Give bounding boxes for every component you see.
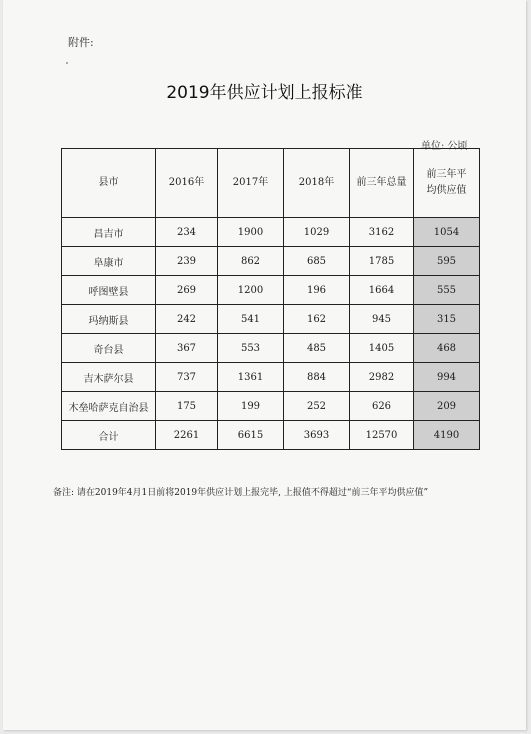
header-2018: 2018年 — [284, 149, 350, 218]
table-row — [62, 218, 480, 247]
table-header-row — [62, 149, 480, 218]
scan-speck — [66, 62, 68, 64]
cell-total: 1785 — [350, 247, 414, 276]
header-2016: 2016年 — [156, 149, 218, 218]
cell-2018: 1029 — [284, 218, 350, 247]
cell-total: 945 — [350, 305, 414, 334]
table-row — [62, 305, 480, 334]
cell-2018: 162 — [284, 305, 350, 334]
cell-2017: 1900 — [218, 218, 284, 247]
cell-average: 555 — [414, 276, 480, 305]
cell-average: 315 — [414, 305, 480, 334]
cell-county: 奇台县 — [62, 334, 156, 363]
cell-2016: 2261 — [156, 421, 218, 450]
cell-total: 1664 — [350, 276, 414, 305]
cell-2018: 196 — [284, 276, 350, 305]
table-row — [62, 247, 480, 276]
document-page — [3, 0, 526, 730]
cell-2016: 175 — [156, 392, 218, 421]
cell-total: 1405 — [350, 334, 414, 363]
cell-average: 994 — [414, 363, 480, 392]
cell-total: 2982 — [350, 363, 414, 392]
supply-plan-table — [61, 148, 480, 450]
cell-2016: 269 — [156, 276, 218, 305]
header-county: 县市 — [62, 149, 156, 218]
cell-2016: 737 — [156, 363, 218, 392]
cell-total: 3162 — [350, 218, 414, 247]
cell-county: 呼图壁县 — [62, 276, 156, 305]
table-row — [62, 392, 480, 421]
cell-2017: 1200 — [218, 276, 284, 305]
cell-2016: 234 — [156, 218, 218, 247]
cell-2018: 884 — [284, 363, 350, 392]
cell-2017: 199 — [218, 392, 284, 421]
header-2017: 2017年 — [218, 149, 284, 218]
cell-2018: 252 — [284, 392, 350, 421]
table-row — [62, 334, 480, 363]
cell-2017: 1361 — [218, 363, 284, 392]
cell-2018: 485 — [284, 334, 350, 363]
cell-county: 昌吉市 — [62, 218, 156, 247]
cell-2017: 553 — [218, 334, 284, 363]
cell-average: 595 — [414, 247, 480, 276]
cell-average: 209 — [414, 392, 480, 421]
cell-average: 1054 — [414, 218, 480, 247]
header-three-year-average — [414, 149, 480, 218]
cell-county: 玛纳斯县 — [62, 305, 156, 334]
cell-average: 4190 — [414, 421, 480, 450]
page-title: 2019年供应计划上报标准 — [166, 83, 363, 103]
table-total-row — [62, 421, 480, 450]
remark-note: 备注: 请在2019年4月1日前将2019年供应计划上报完毕, 上报值不得超过“前三年平均供应值” — [53, 488, 429, 498]
cell-county: 阜康市 — [62, 247, 156, 276]
header-three-year-average-text: 前三年平均供应值 — [426, 169, 467, 196]
unit-label: 单位: 公顷 — [421, 141, 468, 152]
cell-average: 468 — [414, 334, 480, 363]
header-three-year-total: 前三年总量 — [350, 149, 414, 218]
cell-2016: 242 — [156, 305, 218, 334]
cell-2017: 862 — [218, 247, 284, 276]
cell-county: 木垒哈萨克自治县 — [62, 392, 156, 421]
cell-2016: 239 — [156, 247, 218, 276]
cell-2018: 685 — [284, 247, 350, 276]
cell-2017: 6615 — [218, 421, 284, 450]
table-row — [62, 276, 480, 305]
cell-2018: 3693 — [284, 421, 350, 450]
cell-county: 吉木萨尔县 — [62, 363, 156, 392]
cell-county: 合计 — [62, 421, 156, 450]
attachment-label: 附件: — [68, 36, 94, 49]
cell-total: 626 — [350, 392, 414, 421]
table-row — [62, 363, 480, 392]
cell-total: 12570 — [350, 421, 414, 450]
cell-2016: 367 — [156, 334, 218, 363]
cell-2017: 541 — [218, 305, 284, 334]
